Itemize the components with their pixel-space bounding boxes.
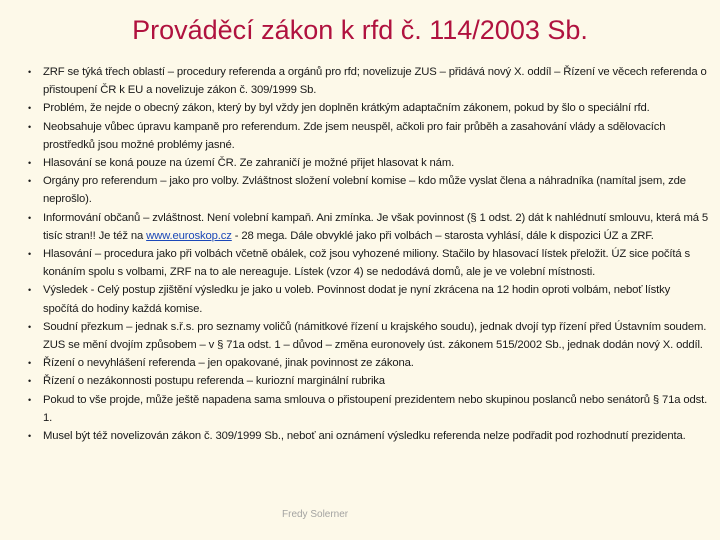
bullet-text-after-link: - 28 mega. Dále obvyklé jako při volbách – starosta vyhlásí, dále k dispozici ÚZ a ZRF. xyxy=(231,229,654,242)
euroskop-link[interactable]: www.euroskop.cz xyxy=(146,229,232,242)
bullet-item xyxy=(28,245,708,281)
bullet-list xyxy=(28,63,708,445)
watermark: Fredy Solerner xyxy=(282,509,349,520)
bullet-text: Výsledek - Celý postup zjištění výsledku je jako u voleb. Povinnost dodat je nyní zkrácena na 12 hodin oproti volbám, neboť lístky spočítá do hodiny každá komise. xyxy=(43,284,671,315)
bullet-item xyxy=(28,99,708,117)
bullet-icon: • xyxy=(28,249,32,260)
bullet-item xyxy=(28,372,708,390)
bullet-icon: • xyxy=(28,394,32,405)
bullet-text: Hlasování se koná pouze na území ČR. Ze zahraničí je možné přijet hlasovat k nám. xyxy=(43,157,455,170)
bullet-text-before-link: Informování občanů – zvláštnost. Není volební kampaň. Ani zmínka. Je však povinnost (§ 1 odst. 2) dát k nahlédnutí smlouvu, která má 5 tisíc stran!! Je též na xyxy=(43,211,708,242)
slide-title: Prováděcí zákon k rfd č. 114/2003 Sb. xyxy=(132,15,588,45)
bullet-item xyxy=(28,318,708,354)
bullet-text: Pokud to vše projde, může ještě napadena sama smlouva o přistoupení prezidentem nebo skupinou poslanců nebo senátorů § 71a odst. 1. xyxy=(43,393,708,424)
bullet-text: Hlasování – procedura jako při volbách včetně obálek, což jsou vyhozené miliony. Stačilo by hlasovací lístek přeložit. ÚZ sice počítá s konáním spolu s volbami, ZRF na to ale nereaguje. Lístek (vzor 4) se nedodává domů, ale je ve volební místnosti. xyxy=(43,248,691,279)
bullet-icon: • xyxy=(28,103,32,114)
bullet-text: ZRF se týká třech oblastí – procedury referenda a orgánů pro rfd; novelizuje ZUS – přidává nový X. oddíl – Řízení ve věcech referenda o přistoupení ČR k EU a novelizuje zákon č. 309/1999 Sb. xyxy=(43,66,707,97)
bullet-icon: • xyxy=(28,431,32,442)
bullet-text: Orgány pro referendum – jako pro volby. Zvláštnost složení volební komise – kdo může vyslat člena a náhradníka (namítal jsem, zde neprošlo). xyxy=(43,175,686,206)
bullet-text: Soudní přezkum – jednak s.ř.s. pro seznamy voličů (námitkové řízení u krajského soudu), jednak dvojí typ řízení před Ústavním soudem. ZUS se mění dvojím způsobem – v § 71a odst. 1 – důvod – změna euronovely úst. zákonem 515/2002 Sb., jednak dodán nový X. oddíl. xyxy=(43,320,707,352)
bullet-text: Řízení o nezákonnosti postupu referenda – kuriozní marginální rubrika xyxy=(43,375,385,388)
bullet-icon: • xyxy=(28,321,32,332)
bullet-icon: • xyxy=(28,67,32,77)
bullet-icon: • xyxy=(28,212,32,223)
bullet-text xyxy=(43,212,708,242)
bullet-text: Neobsahuje vůbec úpravu kampaně pro referendum. Zde jsem neuspěl, ačkoli pro fair průběh a zasahování vlády a sdělovacích prostředků jsou možné problémy jasné. xyxy=(43,120,666,151)
bullet-item xyxy=(28,391,708,427)
bullet-icon: • xyxy=(28,376,32,387)
bullet-item xyxy=(28,63,708,99)
bullet-icon: • xyxy=(28,158,32,169)
bullet-item xyxy=(28,427,708,445)
bullet-text: Řízení o nevyhlášení referenda – jen opakované, jinak povinnost ze zákona. xyxy=(43,357,414,370)
bullet-item xyxy=(28,354,708,372)
bullet-item xyxy=(28,154,708,172)
bullet-icon: • xyxy=(28,176,32,187)
bullet-text: Musel být též novelizován zákon č. 309/1999 Sb., neboť ani oznámení výsledku referenda nelze podřadit pod rozhodnutí prezidenta. xyxy=(43,430,686,443)
bullet-icon: • xyxy=(28,358,32,369)
bullet-item xyxy=(28,118,708,154)
bullet-item xyxy=(28,172,708,208)
bullet-item xyxy=(28,281,708,317)
bullet-icon: • xyxy=(28,121,32,132)
bullet-icon: • xyxy=(28,285,32,296)
bullet-item xyxy=(28,209,708,245)
bullet-text: Problém, že nejde o obecný zákon, který by byl vždy jen doplněn krátkým adaptačním zákonem, pokud by šlo o speciální rfd. xyxy=(43,102,650,115)
